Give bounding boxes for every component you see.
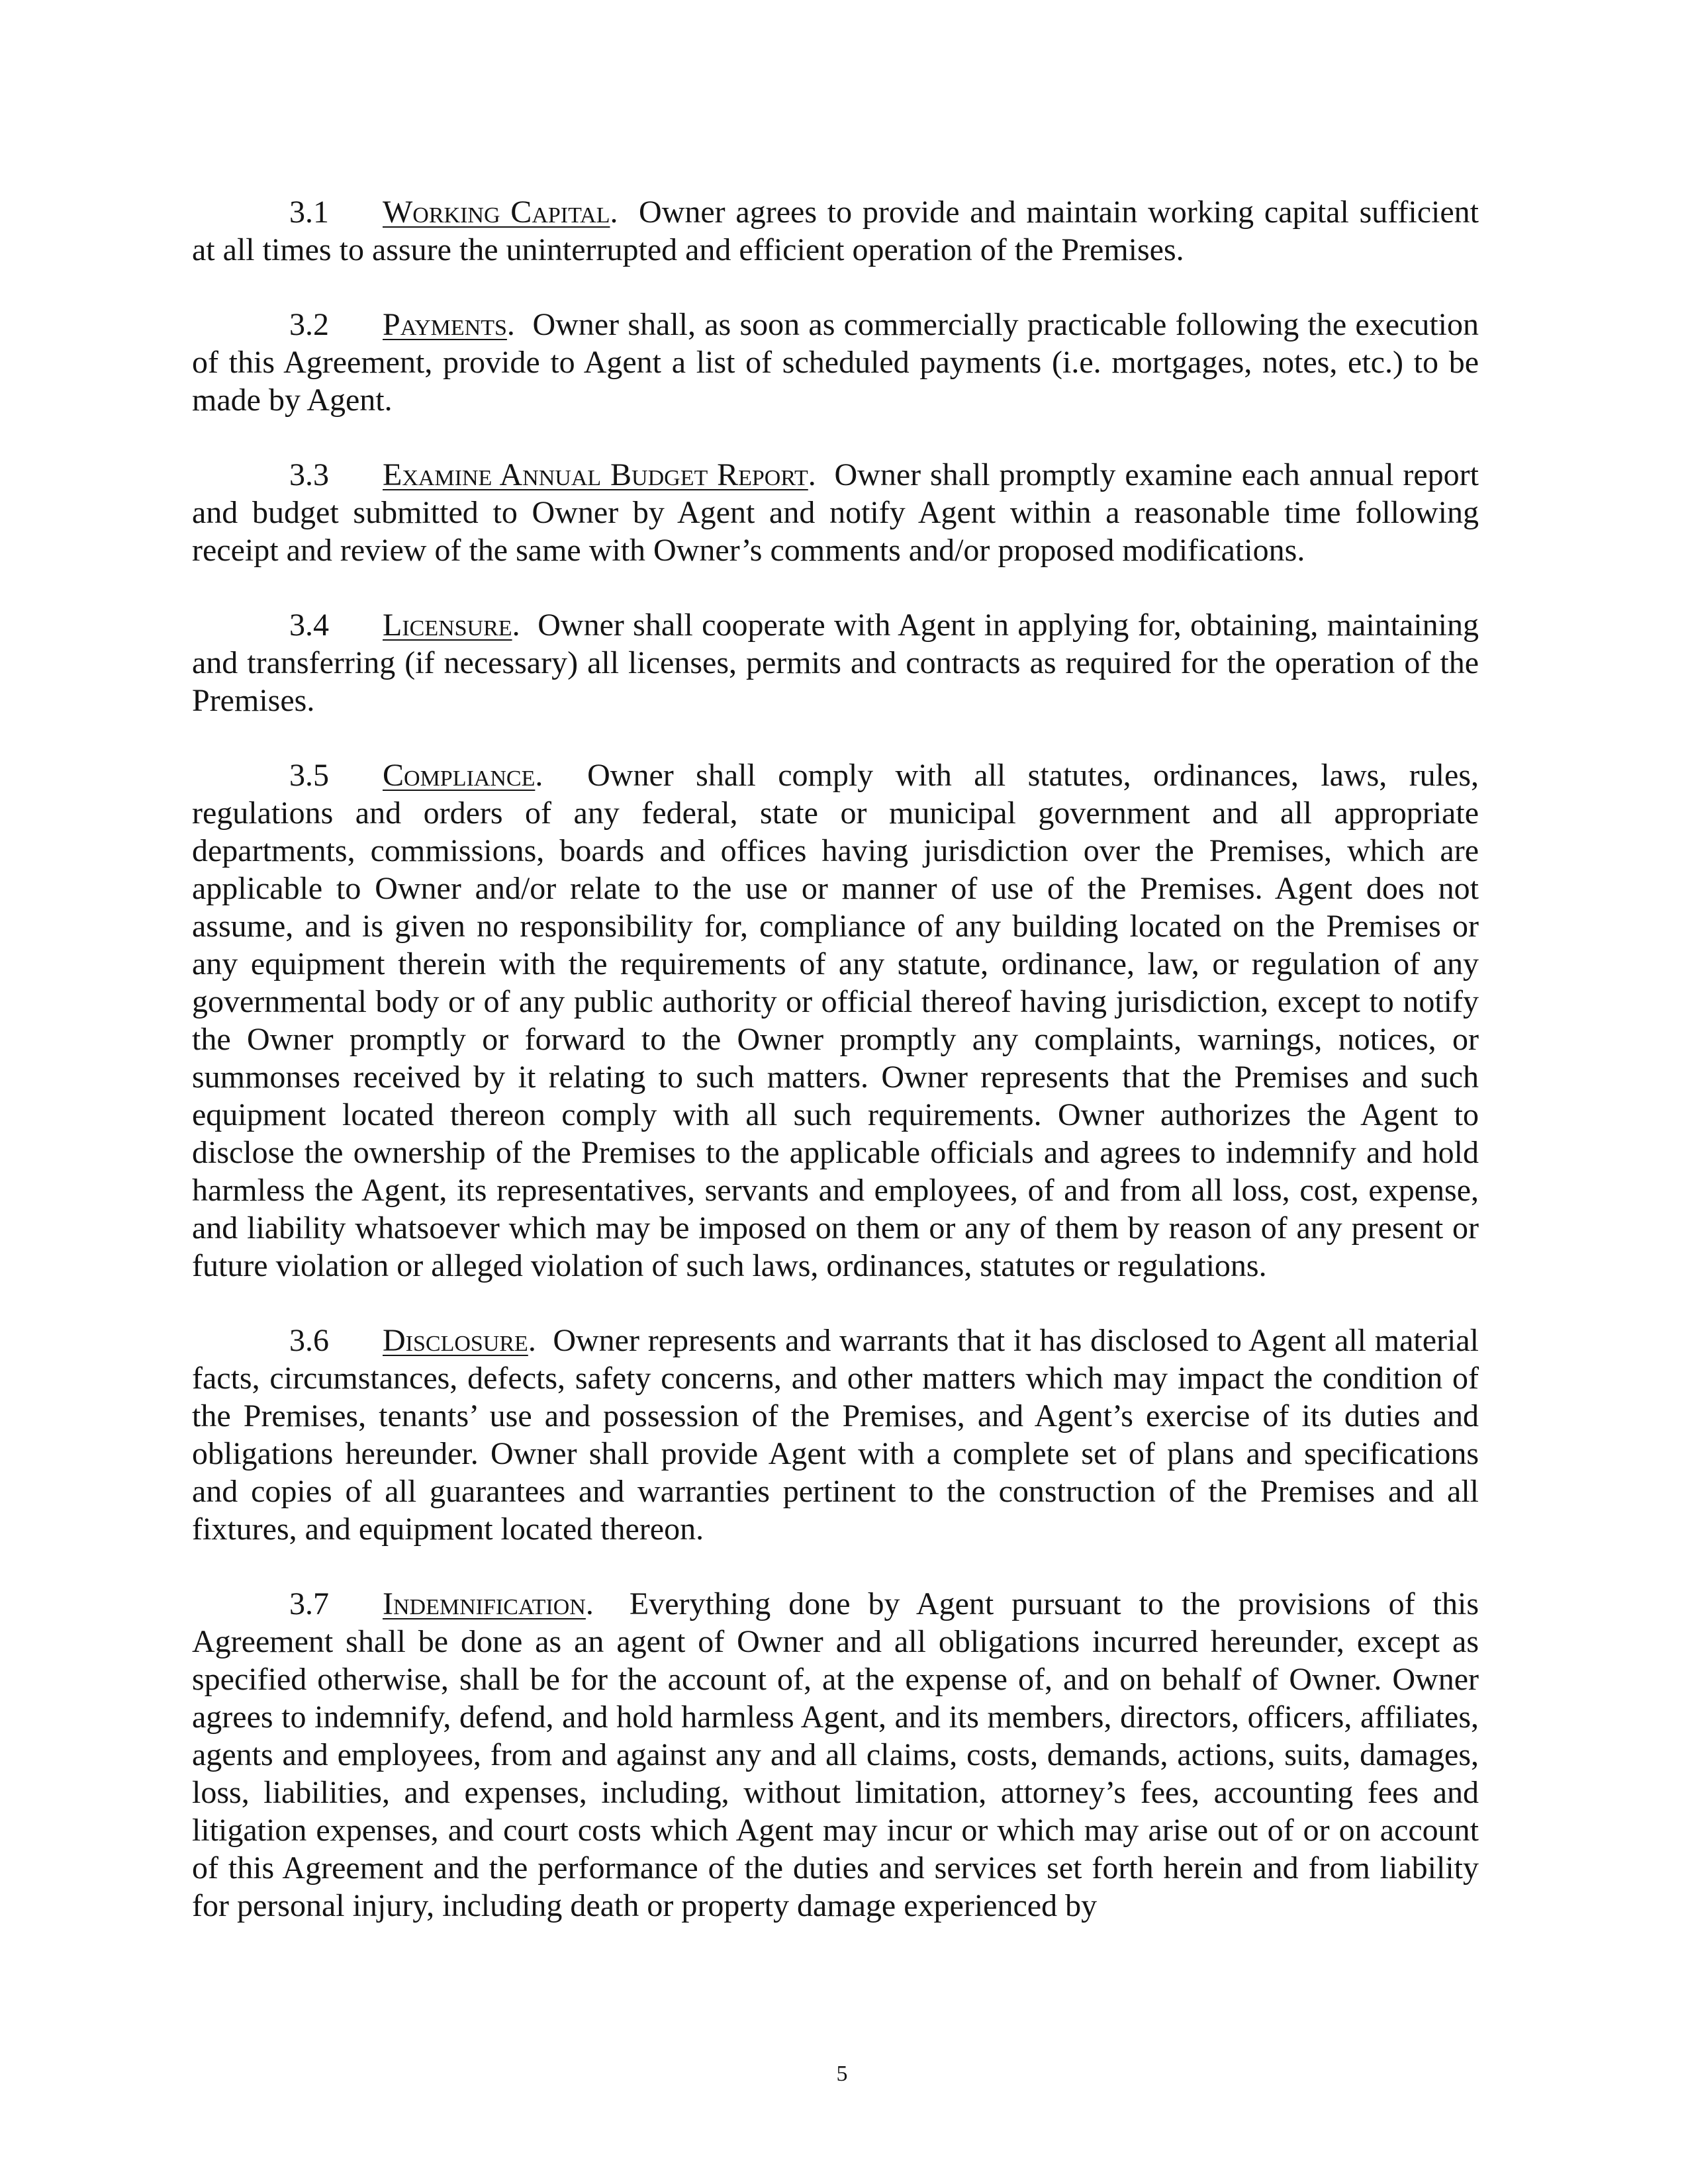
section-number: 3.6: [289, 1323, 329, 1358]
section-heading: Disclosure: [383, 1323, 528, 1358]
section-number: 3.4: [289, 608, 329, 643]
section-text: Owner shall cooperate with Agent in applying for, obtaining, maintaining and transferring (if necessary) all licenses, permits and contracts as required for the operation of the Premises.: [192, 608, 1479, 718]
section-text: Owner shall promptly examine each annual report and budget submitted to Owner by Agent and notify Agent within a reasonable time following receipt and review of the same with Owner’s comments and/or proposed modifications.: [192, 457, 1479, 568]
section-3-1: 3.1 Working Capital. Owner agrees to provide and maintain working capital sufficient at all times to assure the uninterrupted and efficient operation of the Premises.: [192, 195, 1479, 267]
section-heading: Licensure: [383, 608, 512, 643]
section-text: Owner shall, as soon as commercially practicable following the execution of this Agreement, provide to Agent a list of scheduled payments (i.e. mortgages, notes, etc.) to be made by Agent.: [192, 307, 1479, 418]
section-3-7: 3.7 Indemnification. Everything done by Agent pursuant to the provisions of this Agreement shall be done as an agent of Owner and all obligations incurred hereunder, except as specified otherwise, shall be for the account of, at the expense of, and on behalf of Owner. Owner agrees to indemnify, defend, and hold harmless Agent, and its members, directors, officers, affiliates, agents and employees, from and against any and all claims, costs, demands, actions, suits, damages, loss, liabilities, and expenses, including, without limitation, attorney’s fees, accounting fees and litigation expenses, and court costs which Agent may incur or which may arise out of or on account of this Agreement and the performance of the duties and services set forth herein and from liability for personal injury, including death or property damage experienced by: [192, 1586, 1479, 1923]
page-number: 5: [836, 2062, 848, 2086]
section-number: 3.7: [289, 1586, 329, 1621]
section-3-5: 3.5 Compliance. Owner shall comply with all statutes, ordinances, laws, rules, regulations and orders of any federal, state or municipal government and all appropriate departments, commissions, boards and offices having jurisdiction over the Premises, which are applicable to Owner and/or relate to the use or manner of use of the Premises. Agent does not assume, and is given no responsibility for, compliance of any building located on the Premises or any equipment therein with the requirements of any statute, ordinance, law, or regulation of any governmental body or of any public authority or official thereof having jurisdiction, except to notify the Owner promptly or forward to the Owner promptly any complaints, warnings, notices, or summonses received by it relating to such matters. Owner represents that the Premises and such equipment located thereon comply with all such requirements. Owner authorizes the Agent to disclose the ownership of the Premises to the applicable officials and agrees to indemnify and hold harmless the Agent, its representatives, servants and employees, of and from all loss, cost, expense, and liability whatsoever which may be imposed on them or any of them by reason of any present or future violation or alleged violation of such laws, ordinances, statutes or regulations.: [192, 758, 1479, 1283]
section-number: 3.5: [289, 758, 329, 793]
section-text: Owner agrees to provide and maintain working capital sufficient at all times to assure the uninterrupted and efficient operation of the Premises.: [192, 195, 1479, 267]
section-heading: Indemnification: [383, 1586, 586, 1621]
section-number: 3.1: [289, 195, 329, 230]
section-3-6: 3.6 Disclosure. Owner represents and warrants that it has disclosed to Agent all material facts, circumstances, defects, safety concerns, and other matters which may impact the condition of the Premises, tenants’ use and possession of the Premises, and Agent’s exercise of its duties and obligations hereunder. Owner shall provide Agent with a complete set of plans and specifications and copies of all guarantees and warranties pertinent to the construction of the Premises and all fixtures, and equipment located thereon.: [192, 1323, 1479, 1547]
section-heading: Examine Annual Budget Report: [383, 457, 808, 492]
section-text: Everything done by Agent pursuant to the provisions of this Agreement shall be done as an agent of Owner and all obligations incurred hereunder, except as specified otherwise, shall be for the account of, at the expense of, and on behalf of Owner. Owner agrees to indemnify, defend, and hold harmless Agent, and its members, directors, officers, affiliates, agents and employees, from and against any and all claims, costs, demands, actions, suits, damages, loss, liabilities, and expenses, including, without limitation, attorney’s fees, accounting fees and litigation expenses, and court costs which Agent may incur or which may arise out of or on account of this Agreement and the performance of the duties and services set forth herein and from liability for personal injury, including death or property damage experienced by: [192, 1586, 1479, 1923]
section-number: 3.3: [289, 457, 329, 492]
section-text: Owner shall comply with all statutes, ordinances, laws, rules, regulations and orders of any federal, state or municipal government and all appropriate departments, commissions, boards and offices having jurisdiction over the Premises, which are applicable to Owner and/or relate to the use or manner of use of the Premises. Agent does not assume, and is given no responsibility for, compliance of any building located on the Premises or any equipment therein with the requirements of any statute, ordinance, law, or regulation of any governmental body or of any public authority or official thereof having jurisdiction, except to notify the Owner promptly or forward to the Owner promptly any complaints, warnings, notices, or summonses received by it relating to such matters. Owner represents that the Premises and such equipment located thereon comply with all such requirements. Owner authorizes the Agent to disclose the ownership of the Premises to the applicable officials and agrees to indemnify and hold harmless the Agent, its representatives, servants and employees, of and from all loss, cost, expense, and liability whatsoever which may be imposed on them or any of them by reason of any present or future violation or alleged violation of such laws, ordinances, statutes or regulations.: [192, 758, 1479, 1283]
section-number: 3.2: [289, 307, 329, 342]
section-heading: Working Capital: [383, 195, 610, 230]
section-3-2: 3.2 Payments. Owner shall, as soon as commercially practicable following the execution of this Agreement, provide to Agent a list of scheduled payments (i.e. mortgages, notes, etc.) to be made by Agent.: [192, 307, 1479, 418]
section-3-4: 3.4 Licensure. Owner shall cooperate with Agent in applying for, obtaining, maintaining and transferring (if necessary) all licenses, permits and contracts as required for the operation of the Premises.: [192, 608, 1479, 718]
section-text: Owner represents and warrants that it has disclosed to Agent all material facts, circumstances, defects, safety concerns, and other matters which may impact the condition of the Premises, tenants’ use and possession of the Premises, and Agent’s exercise of its duties and obligations hereunder. Owner shall provide Agent with a complete set of plans and specifications and copies of all guarantees and warranties pertinent to the construction of the Premises and all fixtures, and equipment located thereon.: [192, 1323, 1479, 1547]
section-heading: Payments: [383, 307, 507, 342]
section-heading: Compliance: [383, 758, 536, 793]
section-3-3: 3.3 Examine Annual Budget Report. Owner shall promptly examine each annual report and budget submitted to Owner by Agent and notify Agent within a reasonable time following receipt and review of the same with Owner’s comments and/or proposed modifications.: [192, 457, 1479, 568]
document-body: [192, 193, 1479, 1962]
